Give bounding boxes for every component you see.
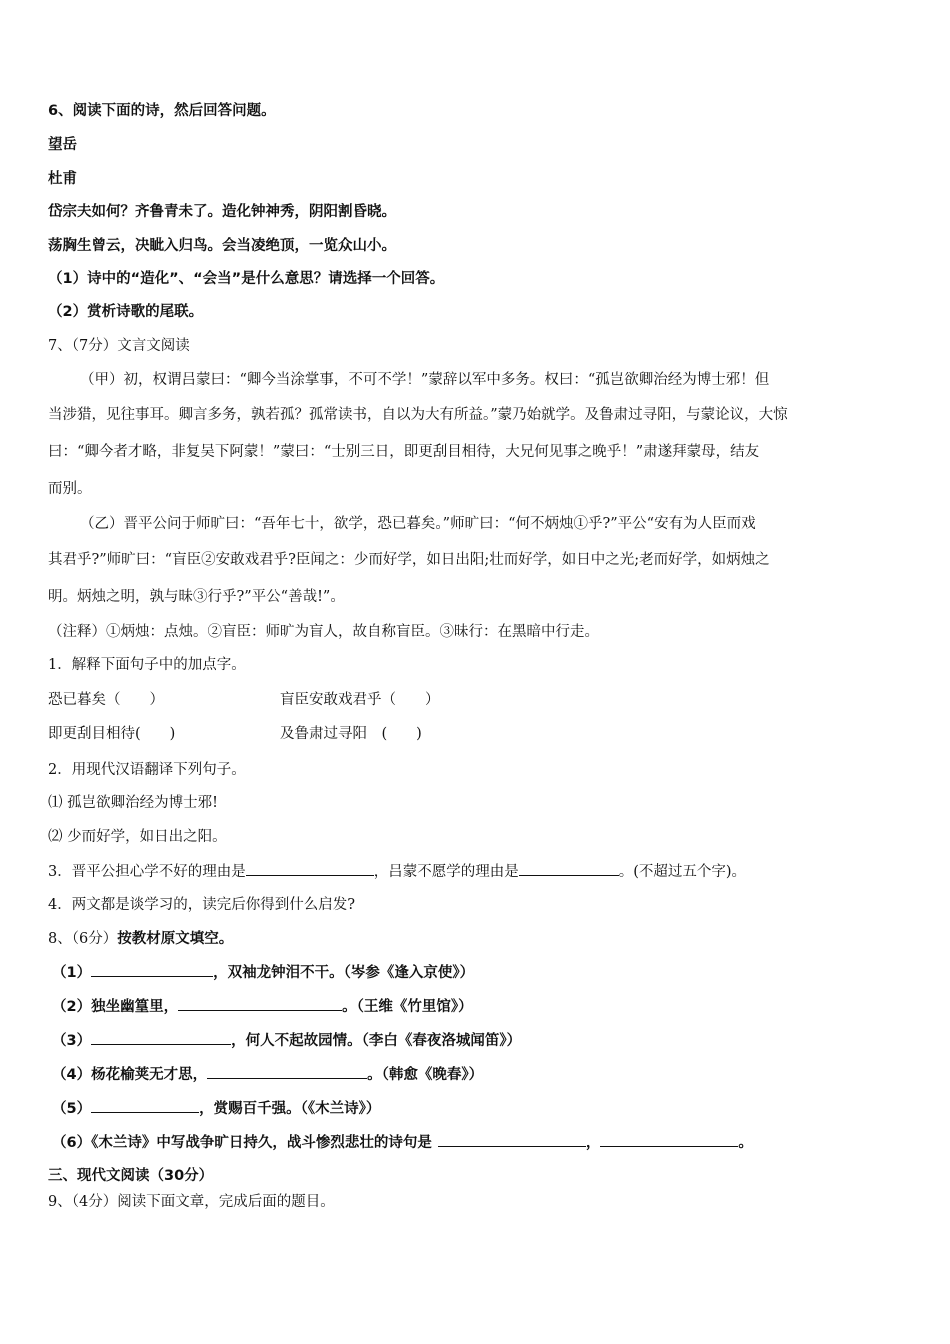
poem-line-1: 岱宗夫如何？齐鲁青未了。造化钟神秀，阴阳割昏晓。 bbox=[48, 204, 396, 220]
q8-item-2-blank[interactable] bbox=[178, 996, 342, 1011]
task-3-middle: ，吕蒙不愿学的理由是 bbox=[373, 864, 519, 880]
poem-line-2: 荡胸生曾云，决眦入归鸟。会当凌绝顶，一览众山小。 bbox=[48, 238, 396, 254]
passage-jia-line-1: （甲）初，权谓吕蒙曰：“卿今当涂掌事，不可不学！”蒙辞以军中多务。权曰：“孤岂欲卿治经为博士邪！但 bbox=[80, 372, 770, 388]
q8-item-1-blank[interactable] bbox=[91, 962, 213, 977]
annotation-note: （注释）①炳烛：点烛。②盲臣：师旷为盲人，故自称盲臣。③昧行：在黑暗中行走。 bbox=[48, 624, 599, 640]
q6-heading: 6、阅读下面的诗，然后回答问题。 bbox=[48, 103, 276, 119]
q8-item-2-source: 。（王维《竹里馆》） bbox=[342, 999, 473, 1015]
q8-item-3-text: ，何人不起故园情。（李白《春夜洛城闻笛》） bbox=[231, 1033, 522, 1049]
q8-item-3 bbox=[52, 1030, 521, 1051]
q7-heading: 7、（7分）文言文阅读 bbox=[48, 338, 190, 354]
task-1-item-b: 盲臣安敢戏君乎（ ） bbox=[280, 692, 440, 708]
section-3-heading: 三、现代文阅读（30分） bbox=[48, 1168, 214, 1184]
task-1-item-c: 即更刮目相待( ) bbox=[48, 726, 176, 742]
q8-item-5-text: ，赏赐百千强。（《木兰诗》） bbox=[199, 1101, 381, 1117]
q8-item-4-blank[interactable] bbox=[207, 1064, 367, 1079]
q8-item-6-text: （6）《木兰诗》中写战争旷日持久，战斗惨烈悲壮的诗句是 bbox=[52, 1135, 432, 1151]
q8-item-3-label: （3） bbox=[52, 1033, 92, 1049]
q6-subquestion-1: （1）诗中的“造化”、“会当”是什么意思？请选择一个回答。 bbox=[48, 271, 445, 287]
q8-item-3-blank[interactable] bbox=[91, 1030, 231, 1045]
q8-item-1-label: （1） bbox=[52, 965, 92, 981]
q8-item-5 bbox=[52, 1098, 380, 1119]
q8-item-2-text: （2）独坐幽篁里， bbox=[52, 999, 179, 1015]
q6-subquestion-2: （2）赏析诗歌的尾联。 bbox=[48, 304, 204, 320]
task-1-item-d: 及鲁肃过寻阳 ( ) bbox=[280, 726, 422, 742]
task-3-prefix: 3．晋平公担心学不好的理由是 bbox=[48, 864, 246, 880]
q8-item-5-blank[interactable] bbox=[91, 1098, 199, 1113]
passage-jia-line-3: 曰：“卿今者才略，非复吴下阿蒙！”蒙曰：“士别三日，即更刮目相待，大兄何见事之晚乎！”肃遂拜蒙母，结友 bbox=[48, 444, 760, 460]
q8-item-6 bbox=[52, 1132, 753, 1153]
q8-item-2 bbox=[52, 996, 473, 1017]
q8-item-1-text: ，双袖龙钟泪不干。（岑参《逢入京使》） bbox=[213, 965, 475, 981]
poem-author: 杜甫 bbox=[48, 171, 77, 187]
task-2-item-2: ⑵ 少而好学，如日出之阳。 bbox=[48, 829, 227, 845]
q8-number: 8、（6分） bbox=[48, 931, 118, 947]
q8-item-6-blank-2[interactable] bbox=[600, 1132, 738, 1147]
task-1-item-a: 恐已暮矣（ ） bbox=[48, 692, 164, 708]
task-2-item-1: ⑴ 孤岂欲卿治经为博士邪! bbox=[48, 795, 218, 811]
passage-jia-line-4: 而别。 bbox=[48, 481, 92, 497]
q8-item-4-source: 。（韩愈《晚春》） bbox=[367, 1067, 484, 1083]
task-3-suffix: 。(不超过五个字)。 bbox=[618, 864, 747, 880]
q7-task-3 bbox=[48, 861, 746, 882]
poem-title: 望岳 bbox=[48, 137, 77, 153]
passage-yi-line-2: 其君乎?”师旷曰：“盲臣②安敢戏君乎?臣闻之：少而好学，如日出阳;壮而好学，如日中之光;老而好学，如炳烛之 bbox=[48, 552, 770, 568]
q9-heading: 9、（4分）阅读下面文章，完成后面的题目。 bbox=[48, 1194, 335, 1210]
q8-item-6-blank-1[interactable] bbox=[438, 1132, 586, 1147]
task-3-blank-1[interactable] bbox=[246, 861, 374, 876]
passage-yi-line-1: （乙）晋平公问于师旷曰：“吾年七十，欲学，恐已暮矣。”师旷曰：“何不炳烛①乎?”平公“安有为人臣而戏 bbox=[80, 516, 756, 532]
passage-yi-line-3: 明。炳烛之明，孰与昧③行乎?”平公“善哉!”。 bbox=[48, 589, 345, 605]
q8-instruction: 按教材原文填空。 bbox=[117, 931, 234, 947]
q8-item-4 bbox=[52, 1064, 483, 1085]
q7-task-1: 1．解释下面句子中的加点字。 bbox=[48, 657, 246, 673]
q7-task-2: 2．用现代汉语翻译下列句子。 bbox=[48, 762, 246, 778]
q7-task-4: 4．两文都是谈学习的，读完后你得到什么启发? bbox=[48, 897, 355, 913]
q8-item-4-text: （4）杨花榆荚无才思， bbox=[52, 1067, 208, 1083]
q8-heading bbox=[48, 929, 233, 949]
q8-item-6-end: 。 bbox=[738, 1135, 753, 1151]
q8-item-6-separator: ， bbox=[585, 1135, 601, 1151]
task-3-blank-2[interactable] bbox=[519, 861, 619, 876]
passage-jia-line-2: 当涉猎，见往事耳。卿言多务，孰若孤？孤常读书，自以为大有所益。”蒙乃始就学。及鲁肃过寻阳，与蒙论议，大惊 bbox=[48, 407, 788, 423]
q8-item-5-label: （5） bbox=[52, 1101, 92, 1117]
q8-item-1 bbox=[52, 962, 474, 983]
